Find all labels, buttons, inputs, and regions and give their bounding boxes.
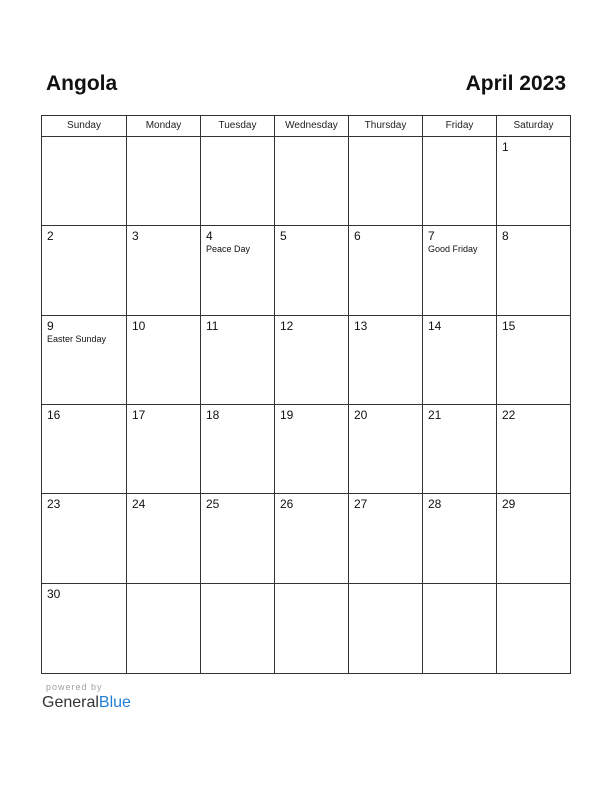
day-number: 8 bbox=[502, 229, 509, 244]
generalblue-logo[interactable] bbox=[42, 693, 131, 713]
weekday-header-thursday: Thursday bbox=[349, 116, 423, 137]
day-cell-23 bbox=[42, 494, 127, 583]
empty-day-cell bbox=[275, 137, 349, 226]
day-number: 3 bbox=[132, 229, 139, 244]
day-cell-30 bbox=[42, 584, 127, 673]
day-cell-13 bbox=[349, 316, 423, 405]
day-cell-27 bbox=[349, 494, 423, 583]
day-number: 11 bbox=[206, 318, 219, 333]
day-cell-5 bbox=[275, 226, 349, 315]
day-number: 10 bbox=[132, 318, 146, 333]
day-number: 22 bbox=[502, 408, 516, 422]
weekday-header-friday: Friday bbox=[423, 116, 497, 137]
day-cell-1 bbox=[497, 137, 570, 226]
day-number: 29 bbox=[502, 497, 516, 512]
day-cell-14 bbox=[423, 316, 497, 405]
empty-day-cell bbox=[127, 137, 201, 226]
day-number: 16 bbox=[47, 408, 61, 422]
day-number: 2 bbox=[47, 229, 54, 244]
day-cell-11 bbox=[201, 316, 275, 405]
day-cell-10 bbox=[127, 316, 201, 405]
day-cell-20 bbox=[349, 405, 423, 494]
day-number: 25 bbox=[206, 497, 220, 512]
day-cell-16 bbox=[42, 405, 127, 494]
country-title: Angola bbox=[46, 72, 118, 95]
day-number: 23 bbox=[47, 497, 61, 512]
empty-day-cell bbox=[42, 137, 127, 226]
day-number: 15 bbox=[502, 318, 516, 333]
day-number: 12 bbox=[280, 318, 294, 333]
weekday-header-wednesday: Wednesday bbox=[275, 116, 349, 137]
day-cell-7 bbox=[423, 226, 497, 315]
empty-day-cell bbox=[423, 584, 497, 673]
day-cell-22 bbox=[497, 405, 570, 494]
day-number: 1 bbox=[502, 140, 509, 154]
day-number: 9 bbox=[47, 318, 54, 333]
holiday-label: Peace Day bbox=[206, 244, 251, 255]
weekday-header-tuesday: Tuesday bbox=[201, 116, 275, 137]
day-number: 5 bbox=[280, 229, 287, 244]
day-cell-15 bbox=[497, 316, 570, 405]
day-cell-2 bbox=[42, 226, 127, 315]
day-number: 19 bbox=[280, 408, 294, 422]
empty-day-cell bbox=[423, 137, 497, 226]
day-cell-26 bbox=[275, 494, 349, 583]
day-cell-8 bbox=[497, 226, 570, 315]
day-number: 6 bbox=[354, 229, 361, 244]
powered-by-text: powered by bbox=[46, 682, 103, 692]
brand-general-text: General bbox=[42, 694, 99, 711]
day-cell-4 bbox=[201, 226, 275, 315]
day-number: 26 bbox=[280, 497, 294, 512]
day-number: 28 bbox=[428, 497, 442, 512]
day-number: 20 bbox=[354, 408, 368, 422]
day-cell-12 bbox=[275, 316, 349, 405]
weekday-header-sunday: Sunday bbox=[42, 116, 127, 137]
day-number: 24 bbox=[132, 497, 146, 512]
day-number: 14 bbox=[428, 318, 442, 333]
calendar-grid bbox=[41, 115, 571, 674]
day-cell-17 bbox=[127, 405, 201, 494]
day-number: 27 bbox=[354, 497, 368, 512]
empty-day-cell bbox=[497, 584, 570, 673]
empty-day-cell bbox=[201, 137, 275, 226]
day-cell-6 bbox=[349, 226, 423, 315]
day-cell-3 bbox=[127, 226, 201, 315]
day-number: 30 bbox=[47, 586, 61, 601]
empty-day-cell bbox=[201, 584, 275, 673]
holiday-label: Easter Sunday bbox=[47, 333, 107, 344]
empty-day-cell bbox=[349, 137, 423, 226]
day-cell-29 bbox=[497, 494, 570, 583]
month-year-title: April 2023 bbox=[465, 72, 566, 95]
weekday-header-saturday: Saturday bbox=[497, 116, 570, 137]
empty-day-cell bbox=[349, 584, 423, 673]
brand-blue-text: Blue bbox=[98, 694, 131, 711]
empty-day-cell bbox=[275, 584, 349, 673]
day-cell-19 bbox=[275, 405, 349, 494]
day-number: 17 bbox=[132, 408, 146, 422]
holiday-label: Good Friday bbox=[428, 244, 478, 255]
empty-day-cell bbox=[127, 584, 201, 673]
day-cell-21 bbox=[423, 405, 497, 494]
day-cell-28 bbox=[423, 494, 497, 583]
day-cell-18 bbox=[201, 405, 275, 494]
day-number: 18 bbox=[206, 408, 220, 422]
day-cell-9 bbox=[42, 316, 127, 405]
day-number: 7 bbox=[428, 229, 435, 244]
day-number: 21 bbox=[428, 408, 442, 422]
day-number: 13 bbox=[354, 318, 368, 333]
day-cell-25 bbox=[201, 494, 275, 583]
weekday-header-monday: Monday bbox=[127, 116, 201, 137]
day-number: 4 bbox=[206, 229, 213, 244]
day-cell-24 bbox=[127, 494, 201, 583]
